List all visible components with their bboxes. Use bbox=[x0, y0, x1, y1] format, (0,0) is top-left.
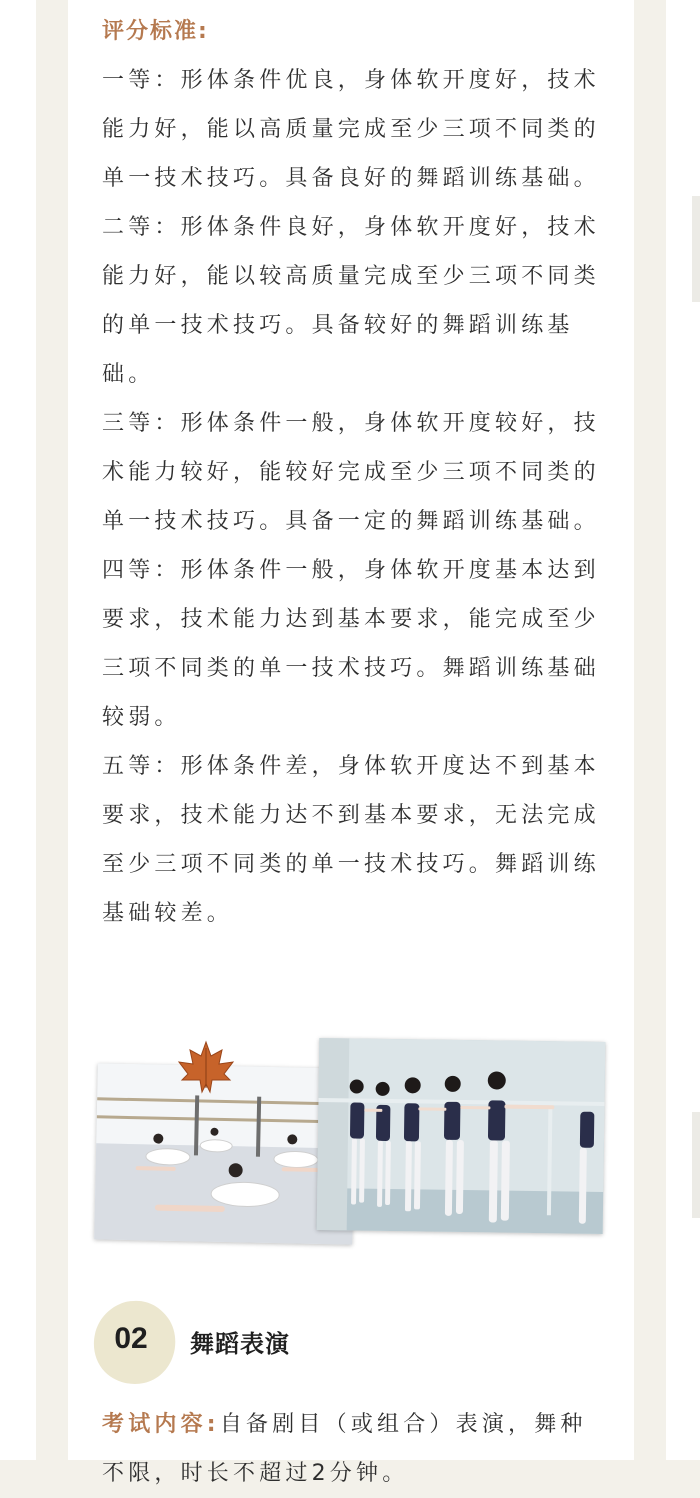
background-block bbox=[692, 1112, 700, 1218]
section-number: 02 bbox=[114, 1322, 148, 1355]
exam-content bbox=[102, 1400, 602, 1498]
barre-practice-photo bbox=[317, 1038, 606, 1234]
left-margin bbox=[0, 0, 36, 1460]
criteria-heading: 评分标准: bbox=[102, 19, 209, 44]
section-title: 舞蹈表演 bbox=[190, 1330, 290, 1358]
criteria-grade-2: 二等：形体条件良好，身体软开度好，技术能力好，能以较高质量完成至少三项不同类的单一技术技巧。具备较好的舞蹈训练基础。 bbox=[102, 215, 600, 387]
criteria-grade-4: 四等：形体条件一般，身体软开度基本达到要求，技术能力达到基本要求，能完成至少三项不同类的单一技术技巧。舞蹈训练基础较弱。 bbox=[102, 558, 600, 730]
criteria-grade-3: 三等：形体条件一般，身体软开度较好，技术能力较好，能较好完成至少三项不同类的单一技术技巧。具备一定的舞蹈训练基础。 bbox=[102, 411, 600, 534]
exam-content-label: 考试内容: bbox=[102, 1412, 220, 1437]
criteria-grade-5: 五等：形体条件差，身体软开度达不到基本要求，技术能力达不到基本要求，无法完成至少三项不同类的单一技术技巧。舞蹈训练基础较差。 bbox=[102, 754, 600, 926]
maple-leaf-icon bbox=[176, 1040, 236, 1094]
background-block bbox=[692, 196, 700, 302]
criteria-grade-1: 一等：形体条件优良，身体软开度好，技术能力好，能以高质量完成至少三项不同类的单一技术技巧。具备良好的舞蹈训练基础。 bbox=[102, 68, 600, 191]
criteria-list bbox=[102, 56, 602, 938]
exam-content-text: 自备剧目（或组合）表演，舞种不限，时长不超过2分钟。 bbox=[102, 1412, 587, 1486]
